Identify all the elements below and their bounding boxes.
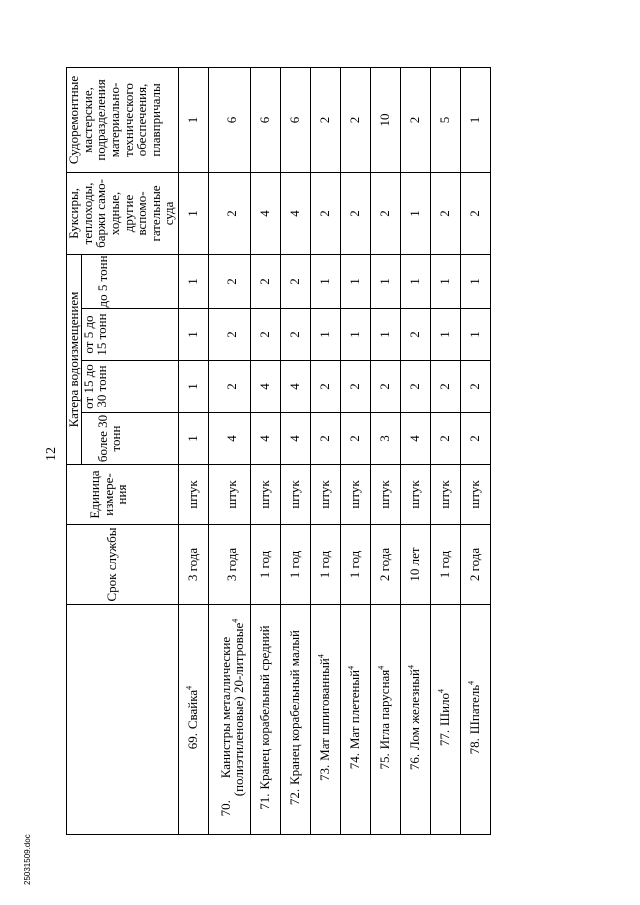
cell-upto5: 2 — [208, 254, 250, 308]
cell-over30: 1 — [178, 413, 208, 465]
item-name — [378, 666, 392, 750]
cell-over30: 2 — [430, 413, 460, 465]
cell-workshops: 5 — [430, 67, 460, 172]
item-name-text-line2: (полиэтиленовые) 20-литровые — [231, 622, 247, 797]
item-number: 73. — [317, 764, 333, 781]
cell-unit: штук — [370, 465, 400, 525]
cell-over30: 4 — [280, 413, 310, 465]
item-name-cell — [310, 605, 340, 835]
cell-from15to30: 2 — [400, 361, 430, 413]
header-tugs: Буксиры, теплоходы, баржи само-ходные, другие вспомо-гательные суда — [67, 172, 179, 254]
cell-over30: 2 — [310, 413, 340, 465]
cell-life: 1 год — [430, 525, 460, 605]
file-name: 25031509.doc — [23, 834, 32, 885]
cell-unit: штук — [178, 465, 208, 525]
cell-unit: штук — [460, 465, 490, 525]
cell-tugs: 2 — [460, 172, 490, 254]
header-5-15: от 5 до 15 тонн — [81, 309, 178, 361]
cell-tugs: 4 — [280, 172, 310, 254]
cell-upto5: 2 — [280, 254, 310, 308]
cell-workshops: 2 — [310, 67, 340, 172]
cell-life: 2 года — [370, 525, 400, 605]
cell-from15to30: 2 — [460, 361, 490, 413]
footnote-mark: 4 — [406, 665, 416, 669]
footnote-mark: 4 — [316, 654, 326, 659]
item-name — [318, 654, 332, 761]
cell-life: 1 год — [340, 525, 370, 605]
table-row — [208, 67, 250, 834]
cell-from5to15: 2 — [250, 309, 280, 361]
item-name-cell — [178, 605, 208, 835]
cell-unit: штук — [340, 465, 370, 525]
item-name-text: Свайка — [185, 689, 201, 730]
cell-upto5: 1 — [178, 254, 208, 308]
item-name — [348, 666, 362, 749]
item-name-text: Игла парусная — [377, 669, 393, 750]
cell-unit: штук — [280, 465, 310, 525]
item-name-text: Шило — [437, 692, 453, 727]
header-name-blank — [67, 605, 179, 835]
item-number: 74. — [347, 753, 363, 770]
item-number: 75. — [377, 753, 393, 770]
footnote-mark: 4 — [376, 665, 386, 670]
item-name-cell — [250, 605, 280, 835]
cell-from5to15: 1 — [178, 309, 208, 361]
item-name — [438, 689, 452, 726]
cell-workshops: 6 — [208, 67, 250, 172]
item-name-text: Канистры металлические — [217, 636, 233, 779]
page-number: 12 — [44, 447, 59, 461]
cell-upto5: 1 — [430, 254, 460, 308]
header-service-life: Срок службы — [67, 525, 179, 605]
cell-unit: штук — [310, 465, 340, 525]
cell-workshops: 1 — [178, 67, 208, 172]
footnote-mark: 4 — [184, 685, 194, 690]
cell-tugs: 1 — [178, 172, 208, 254]
cell-unit: штук — [208, 465, 250, 525]
item-number: 72. — [287, 788, 303, 806]
cell-life: 1 год — [250, 525, 280, 605]
cell-upto5: 1 — [400, 254, 430, 308]
item-number: 77. — [437, 729, 453, 747]
footnote-mark: 4 — [436, 688, 446, 693]
cell-from5to15: 2 — [208, 309, 250, 361]
table-row — [370, 67, 400, 834]
item-name-text: Мат плетеный — [347, 669, 363, 750]
cell-tugs: 1 — [400, 172, 430, 254]
cell-from15to30: 2 — [370, 361, 400, 413]
item-name-text: Шпатель — [467, 684, 483, 735]
cell-workshops: 6 — [280, 67, 310, 172]
footnote-mark: 4 — [466, 680, 476, 685]
supplies-table — [66, 67, 491, 835]
cell-upto5: 2 — [250, 254, 280, 308]
item-name — [288, 630, 302, 785]
cell-from5to15: 2 — [280, 309, 310, 361]
item-name-cell — [430, 605, 460, 835]
table-row — [400, 67, 430, 834]
cell-over30: 2 — [460, 413, 490, 465]
cell-unit: штук — [400, 465, 430, 525]
table-row — [310, 67, 340, 834]
cell-from15to30: 2 — [208, 361, 250, 413]
item-name-cell — [208, 605, 250, 835]
item-number: 69. — [185, 733, 201, 750]
cell-from15to30: 4 — [250, 361, 280, 413]
cell-life: 1 год — [280, 525, 310, 605]
item-name — [219, 619, 246, 796]
item-name-cell — [340, 605, 370, 835]
cell-upto5: 1 — [460, 254, 490, 308]
cell-life: 3 года — [208, 525, 250, 605]
cell-upto5: 1 — [370, 254, 400, 308]
item-name — [468, 681, 482, 734]
cell-life: 2 года — [460, 525, 490, 605]
item-name-text: Кранец корабельный средний — [257, 625, 273, 790]
header-workshops: Судоремонтные мастерские, подразделения материально-технического обеспечения, плавпричалы — [67, 67, 179, 172]
cell-upto5: 1 — [340, 254, 370, 308]
cell-tugs: 2 — [370, 172, 400, 254]
item-number: 78. — [467, 738, 483, 755]
cell-from15to30: 4 — [280, 361, 310, 413]
cell-workshops: 1 — [460, 67, 490, 172]
header-upto5: до 5 тонн — [81, 254, 178, 308]
cell-tugs: 2 — [340, 172, 370, 254]
item-number: 76. — [407, 753, 423, 771]
table-row — [460, 67, 490, 834]
cell-from5to15: 1 — [310, 309, 340, 361]
item-name-text: Кранец корабельный малый — [287, 629, 303, 786]
item-name-cell — [400, 605, 430, 835]
table-row — [430, 67, 460, 834]
cell-life: 3 года — [178, 525, 208, 605]
cell-life: 1 год — [310, 525, 340, 605]
item-name-text: Мат шпигованный — [317, 658, 333, 761]
cell-workshops: 2 — [340, 67, 370, 172]
cell-from5to15: 1 — [460, 309, 490, 361]
cell-unit: штук — [250, 465, 280, 525]
cell-from5to15: 1 — [370, 309, 400, 361]
table-row — [178, 67, 208, 834]
header-over30: более 30 тонн — [81, 413, 178, 465]
item-name — [186, 686, 200, 729]
table-row — [280, 67, 310, 834]
cell-workshops: 2 — [400, 67, 430, 172]
table-row — [340, 67, 370, 834]
cell-from5to15: 1 — [430, 309, 460, 361]
cell-over30: 4 — [208, 413, 250, 465]
item-name — [408, 665, 422, 750]
cell-tugs: 2 — [208, 172, 250, 254]
cell-from5to15: 2 — [400, 309, 430, 361]
cell-from15to30: 2 — [310, 361, 340, 413]
item-name-cell — [370, 605, 400, 835]
cell-over30: 4 — [400, 413, 430, 465]
cell-over30: 3 — [370, 413, 400, 465]
cell-from15to30: 2 — [340, 361, 370, 413]
table-row — [250, 67, 280, 834]
footnote-mark: 4 — [346, 665, 356, 670]
header-unit: Единица измере-ния — [67, 465, 179, 525]
item-name-text: Лом железный — [407, 669, 423, 751]
cell-life: 10 лет — [400, 525, 430, 605]
cell-workshops: 6 — [250, 67, 280, 172]
cell-from5to15: 1 — [340, 309, 370, 361]
cell-unit: штук — [430, 465, 460, 525]
cell-tugs: 4 — [250, 172, 280, 254]
cell-workshops: 10 — [370, 67, 400, 172]
footnote-mark: 4 — [230, 618, 240, 623]
cell-tugs: 2 — [310, 172, 340, 254]
cell-over30: 4 — [250, 413, 280, 465]
item-name — [258, 625, 272, 789]
header-boats-group: Катера водоизмещением — [67, 254, 82, 464]
table-body — [178, 67, 490, 834]
cell-tugs: 2 — [430, 172, 460, 254]
item-name-cell — [460, 605, 490, 835]
cell-upto5: 1 — [310, 254, 340, 308]
item-number: 71. — [257, 793, 273, 810]
item-number: 70. — [217, 800, 233, 817]
header-15-30: от 15 до 30 тонн — [81, 361, 178, 413]
cell-over30: 2 — [340, 413, 370, 465]
item-name-cell — [280, 605, 310, 835]
cell-from15to30: 2 — [430, 361, 460, 413]
cell-from15to30: 1 — [178, 361, 208, 413]
